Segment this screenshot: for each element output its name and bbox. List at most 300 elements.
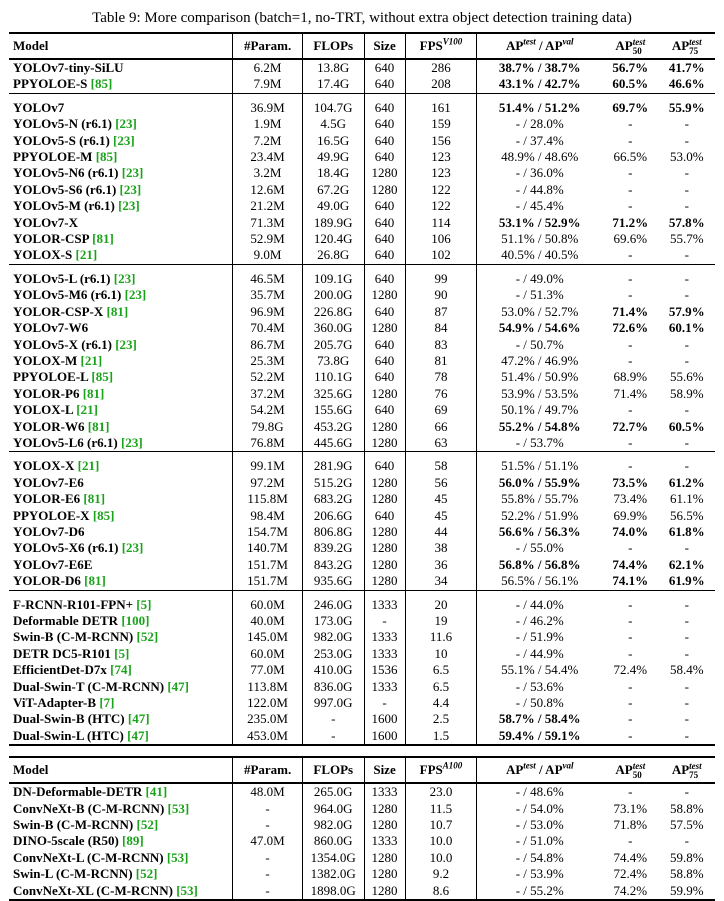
cell-flops [302, 728, 364, 745]
cell-ap50 [602, 711, 658, 727]
citation-link[interactable]: [21] [80, 352, 103, 368]
cell-ap-text: 53.9% / 53.5% [501, 385, 579, 401]
cell-flops [302, 801, 364, 817]
cell-size-text: 640 [374, 507, 395, 523]
cell-ap50 [602, 524, 658, 540]
cell-ap-text: 56.8% / 56.8% [498, 556, 581, 572]
cell-param [233, 866, 303, 882]
cell-fps-text: 156 [431, 132, 451, 148]
cell-size [364, 59, 405, 76]
cell-ap-text: - / 44.8% [515, 181, 564, 197]
cell-ap [477, 182, 602, 198]
cell-flops-text: 18.4G [317, 165, 350, 181]
cell-ap [477, 149, 602, 165]
cell-size-text: 1280 [371, 540, 398, 556]
cell-param-text: 70.4M [250, 320, 285, 336]
cell-ap [477, 116, 602, 132]
cell-ap50 [602, 182, 658, 198]
cell-size [364, 491, 405, 507]
cell-ap75 [659, 386, 715, 402]
cell-model [9, 304, 233, 320]
cell-ap [477, 198, 602, 214]
cell-ap75-text: - [684, 833, 689, 849]
cell-param [233, 491, 303, 507]
cell-model [9, 369, 233, 385]
cell-param [233, 231, 303, 247]
cell-ap50-text: - [628, 727, 633, 743]
cell-model [9, 783, 233, 800]
cell-model-text: YOLOv7-W6 [13, 320, 89, 336]
cell-ap [477, 337, 602, 353]
cell-param-text: 113.8M [247, 678, 288, 694]
citation-link[interactable]: [52] [136, 629, 159, 645]
header-flops-label: FLOPs [313, 38, 354, 53]
cell-param [233, 883, 303, 900]
citation-link[interactable]: [53] [176, 882, 198, 898]
cell-ap50 [602, 817, 658, 833]
cell-ap-text: - / 53.6% [515, 678, 564, 694]
cell-ap50-text: 71.8% [613, 817, 648, 833]
citation-link[interactable]: [81] [87, 418, 110, 434]
cell-flops-text: 1354.0G [310, 849, 356, 865]
citation-link[interactable]: [23] [115, 336, 137, 352]
cell-ap-text: 53.0% / 52.7% [501, 303, 579, 319]
citation-link[interactable]: [81] [82, 385, 105, 401]
cell-flops-text: 4.5G [320, 116, 347, 132]
cell-ap50 [602, 435, 658, 452]
table-row [9, 866, 715, 882]
cell-fps [405, 695, 477, 711]
citation-link[interactable]: [81] [106, 303, 129, 319]
cell-size [364, 573, 405, 590]
cell-ap-text: 56.5% / 56.1% [501, 573, 579, 589]
cell-ap-text: 55.8% / 55.7% [501, 491, 579, 507]
cell-ap75 [659, 271, 715, 287]
comparison-table-a100 [9, 756, 715, 901]
cell-flops-text: 806.8G [313, 523, 353, 539]
cell-ap75-text: 57.9% [668, 303, 705, 319]
cell-flops-text: 110.1G [314, 369, 353, 385]
cell-fps [405, 629, 477, 645]
table-row [9, 662, 715, 678]
cell-flops-text: 200.0G [313, 287, 353, 303]
cell-flops [302, 320, 364, 336]
citation-link[interactable]: [47] [127, 711, 150, 727]
cell-model [9, 320, 233, 336]
citation-link[interactable]: [100] [121, 613, 150, 628]
citation-link[interactable]: [23] [121, 165, 144, 181]
cell-flops [302, 116, 364, 132]
cell-param-text: 97.2M [250, 474, 285, 490]
cell-model [9, 182, 233, 198]
cell-param [233, 629, 303, 645]
cell-flops-text: 73.8G [317, 352, 350, 368]
cell-flops [302, 304, 364, 320]
cell-ap50 [602, 59, 658, 76]
cell-param [233, 817, 303, 833]
cell-model-text: Swin-B (C-M-RCNN) [13, 817, 134, 833]
cell-flops-text: 515.2G [313, 474, 353, 490]
cell-flops-text: 246.0G [313, 596, 353, 612]
cell-size-text: 1280 [371, 434, 398, 450]
cell-fps-text: 44 [434, 523, 448, 539]
cell-fps [405, 198, 477, 214]
cell-model-text: YOLOv5-S6 (r6.1) [13, 181, 117, 197]
citation-number: 47 [132, 711, 146, 727]
header2-model [9, 757, 233, 783]
cell-param [233, 247, 303, 264]
cell-ap75 [659, 116, 715, 132]
cell-param [233, 149, 303, 165]
citation-number: 85 [95, 369, 109, 385]
cell-size [364, 76, 405, 93]
cell-ap50-text: 71.4% [613, 385, 648, 401]
cell-flops [302, 215, 364, 231]
cell-size [364, 662, 405, 678]
cell-model-text: PPYOLOE-M [13, 149, 93, 165]
citation-link[interactable]: [21] [75, 247, 98, 263]
cell-ap-text: 51.5% / 51.1% [501, 458, 579, 474]
cell-model [9, 247, 233, 264]
citation-number: 53 [180, 882, 194, 898]
cell-size-text: 640 [374, 99, 395, 115]
citation-number: 23 [126, 165, 140, 181]
citation-number: 81 [92, 418, 106, 434]
citation-link[interactable]: [53] [167, 800, 190, 816]
citation-link[interactable]: [85] [92, 507, 115, 523]
citation-link[interactable]: [85] [90, 76, 113, 92]
cell-flops [302, 833, 364, 849]
table-body-a100 [9, 783, 715, 900]
cell-fps [405, 353, 477, 369]
table-row [9, 149, 715, 165]
cell-model-text: Deformable DETR [13, 613, 119, 628]
cell-param-text: 40.0M [250, 613, 285, 628]
citation-link[interactable]: [21] [76, 402, 98, 418]
cell-param-text: 145.0M [247, 629, 288, 645]
cell-ap50-text: - [628, 458, 633, 474]
cell-param [233, 573, 303, 590]
cell-fps [405, 231, 477, 247]
cell-model [9, 695, 233, 711]
cell-param-text: 12.6M [250, 181, 285, 197]
cell-fps-text: 76 [434, 385, 448, 401]
cell-fps [405, 679, 477, 695]
cell-ap-text: - / 51.0% [515, 833, 564, 849]
cell-ap50-text: - [628, 711, 633, 727]
header2-model-label: Model [13, 762, 49, 778]
header2-ap-val-sup: val [562, 760, 574, 771]
cell-model [9, 76, 233, 93]
cell-fps [405, 435, 477, 452]
cell-ap50 [602, 629, 658, 645]
cell-ap-text: - / 44.9% [515, 645, 564, 661]
table-row [9, 337, 715, 353]
table-row [9, 850, 715, 866]
cell-model-text: Dual-Swin-T (C-M-RCNN) [13, 678, 165, 694]
cell-param-text: 235.0M [247, 711, 288, 727]
cell-flops-text: 860.0G [313, 833, 353, 849]
citation-number: 23 [119, 116, 133, 132]
table-row [9, 182, 715, 198]
cell-ap-text: - / 45.4% [515, 198, 564, 214]
cell-size-text: 1280 [371, 320, 398, 336]
cell-fps [405, 801, 477, 817]
citation-link[interactable]: [23] [119, 181, 142, 197]
cell-model-text: PPYOLOE-S [13, 76, 88, 92]
cell-ap75 [659, 679, 715, 695]
cell-fps-text: 159 [431, 116, 451, 132]
header2-fps-label: FPS [419, 762, 443, 778]
cell-size-text: 640 [374, 352, 395, 368]
cell-ap50 [602, 458, 658, 474]
cell-size [364, 540, 405, 556]
cell-fps [405, 711, 477, 727]
cell-param [233, 524, 303, 540]
cell-flops [302, 149, 364, 165]
cell-ap50 [602, 850, 658, 866]
cell-ap50 [602, 231, 658, 247]
cell-ap-text: - / 51.9% [515, 629, 564, 645]
cell-flops [302, 271, 364, 287]
citation-link[interactable]: [7] [99, 695, 115, 711]
cell-ap [477, 833, 602, 849]
cell-fps-text: 56 [434, 474, 448, 490]
header2-size-label: Size [373, 762, 396, 778]
citation-number: 74 [114, 662, 128, 678]
cell-model-text: YOLOR-D6 [13, 573, 81, 589]
cell-ap-text: - / 53.7% [515, 434, 564, 450]
cell-size [364, 801, 405, 817]
citation-link[interactable]: [47] [127, 727, 149, 743]
cell-fps [405, 419, 477, 435]
cell-fps-text: 11.5 [429, 800, 453, 816]
cell-ap-text: 50.1% / 49.7% [501, 402, 579, 418]
cell-ap75-text: 60.5% [668, 418, 705, 434]
citation-link[interactable]: [5] [136, 596, 152, 612]
cell-ap [477, 783, 602, 800]
cell-param [233, 304, 303, 320]
cell-ap75-text: 61.9% [668, 573, 705, 589]
citation-link[interactable]: [89] [122, 833, 144, 849]
citation-link[interactable]: [85] [91, 369, 114, 385]
citation-number: 81 [110, 303, 124, 319]
citation-link[interactable]: [5] [114, 645, 130, 661]
cell-ap75 [659, 475, 715, 491]
header-row [9, 33, 715, 59]
cell-size-text: 1280 [371, 181, 398, 197]
citation-link[interactable]: [81] [83, 491, 106, 507]
citation-link[interactable]: [23] [118, 198, 140, 214]
cell-model-text: ConvNeXt-XL (C-M-RCNN) [13, 882, 173, 898]
cell-ap-text: - / 49.0% [515, 270, 564, 286]
cell-flops [302, 369, 364, 385]
table-caption: Table 9: More comparison (batch=1, no-TRT, without extra object detection training data) [92, 10, 632, 26]
cell-ap50 [602, 337, 658, 353]
cell-flops [302, 76, 364, 93]
cell-ap75-text: 57.5% [669, 817, 704, 833]
cell-fps-text: 23.0 [429, 784, 453, 800]
cell-ap [477, 369, 602, 385]
header2-param-label: #Param. [243, 762, 292, 778]
cell-ap [477, 662, 602, 678]
citation-number: 23 [126, 540, 140, 556]
cell-ap [477, 231, 602, 247]
cell-ap75-text: - [684, 629, 689, 645]
header2-ap75-sup: test [689, 761, 702, 772]
cell-fps [405, 287, 477, 303]
cell-model [9, 215, 233, 231]
cell-model [9, 419, 233, 435]
citation-link[interactable]: [52] [136, 817, 159, 833]
citation-link[interactable]: [41] [145, 784, 168, 800]
table-row [9, 711, 715, 727]
cell-model [9, 833, 233, 849]
citation-link[interactable]: [53] [166, 849, 189, 865]
header-fps-label: FPS [419, 38, 443, 53]
cell-model [9, 883, 233, 900]
citation-link[interactable]: [74] [110, 662, 132, 678]
cell-ap50 [602, 271, 658, 287]
cell-ap50-text: - [628, 678, 633, 694]
cell-ap-text: - / 46.2% [515, 613, 564, 628]
cell-flops-text: 173.0G [313, 613, 353, 628]
cell-ap50 [602, 508, 658, 524]
cell-ap75 [659, 646, 715, 662]
cell-ap-text: 47.2% / 46.9% [501, 352, 579, 368]
header2-param [233, 757, 303, 783]
cell-flops-text: 67.2G [317, 181, 350, 197]
cell-ap50 [602, 866, 658, 882]
cell-model-text: Swin-L (C-M-RCNN) [13, 866, 133, 882]
citation-link[interactable]: [81] [92, 231, 114, 247]
cell-ap50-text: - [628, 613, 633, 628]
cell-ap75-text: 58.8% [669, 800, 704, 816]
cell-ap75-text: - [684, 784, 689, 800]
cell-fps-text: 78 [434, 369, 448, 385]
cell-size-text: 1333 [371, 784, 398, 800]
cell-size [364, 133, 405, 149]
cell-ap [477, 419, 602, 435]
table-row [9, 508, 715, 524]
cell-flops-text: 189.9G [313, 214, 353, 230]
cell-flops [302, 287, 364, 303]
cell-size [364, 711, 405, 727]
citation-link[interactable]: [85] [95, 149, 118, 165]
cell-param-text: 46.5M [250, 270, 285, 286]
table-row [9, 646, 715, 662]
cell-model-text: YOLOv7-E6 [13, 474, 84, 490]
cell-fps [405, 247, 477, 264]
cell-ap75-text: - [684, 352, 689, 368]
cell-fps [405, 508, 477, 524]
cell-ap75 [659, 783, 715, 800]
cell-fps [405, 320, 477, 336]
cell-ap50-text: 74.4% [612, 556, 649, 572]
cell-model [9, 801, 233, 817]
cell-param-text: 115.8M [247, 491, 288, 507]
cell-fps-text: 58 [434, 458, 448, 474]
cell-flops [302, 475, 364, 491]
citation-link[interactable]: [23] [124, 287, 147, 303]
cell-fps-text: 83 [434, 336, 448, 352]
cell-ap [477, 59, 602, 76]
cell-flops-text: 453.2G [313, 418, 353, 434]
cell-ap50-text: 56.7% [612, 60, 649, 75]
cell-ap-text: - / 55.2% [515, 882, 564, 898]
cell-model-text: YOLOv5-M6 (r6.1) [13, 287, 122, 303]
cell-ap75 [659, 353, 715, 369]
citation-link[interactable]: [23] [113, 270, 136, 286]
cell-ap50-text: 72.4% [613, 662, 648, 678]
citation-link[interactable]: [23] [121, 540, 144, 556]
citation-link[interactable]: [21] [77, 458, 100, 474]
cell-size-text: 640 [374, 214, 395, 230]
citation-link[interactable]: [81] [84, 573, 106, 589]
cell-ap [477, 728, 602, 745]
cell-ap [477, 801, 602, 817]
cell-ap50-text: - [628, 833, 633, 849]
citation-number: 52 [140, 629, 154, 645]
cell-flops [302, 419, 364, 435]
cell-ap50-text: - [628, 784, 633, 800]
citation-link[interactable]: [23] [120, 434, 143, 450]
cell-ap50-text: 69.9% [613, 507, 648, 523]
cell-ap [477, 695, 602, 711]
cell-fps [405, 458, 477, 474]
table-row [9, 231, 715, 247]
cell-ap [477, 491, 602, 507]
cell-ap75 [659, 59, 715, 76]
cell-ap75 [659, 198, 715, 214]
cell-ap75 [659, 597, 715, 613]
cell-ap50-text: 60.5% [612, 76, 649, 92]
cell-size [364, 557, 405, 573]
citation-number: 23 [118, 270, 132, 286]
cell-size [364, 100, 405, 116]
cell-ap50 [602, 386, 658, 402]
cell-ap50 [602, 215, 658, 231]
cell-ap75-text: 61.1% [669, 491, 704, 507]
citation-link[interactable]: [52] [135, 866, 158, 882]
table-row [9, 557, 715, 573]
cell-ap50 [602, 597, 658, 613]
cell-size [364, 149, 405, 165]
cell-size [364, 320, 405, 336]
citation-number: 52 [140, 866, 154, 882]
citation-number: 85 [95, 76, 108, 92]
citation-link[interactable]: [23] [113, 132, 135, 148]
cell-param [233, 165, 303, 181]
cell-param-text: 140.7M [247, 540, 288, 556]
cell-model [9, 402, 233, 418]
header2-ap [477, 757, 602, 783]
cell-fps [405, 475, 477, 491]
cell-size [364, 728, 405, 745]
cell-size-text: 1280 [371, 418, 398, 434]
citation-link[interactable]: [47] [167, 678, 189, 694]
cell-flops-text: 360.0G [313, 320, 353, 336]
cell-fps [405, 491, 477, 507]
cell-ap75-text: - [684, 458, 689, 474]
citation-link[interactable]: [23] [115, 116, 137, 132]
cell-ap50 [602, 573, 658, 590]
cell-model-text: DN-Deformable-DETR [13, 784, 143, 800]
cell-flops-text: 13.8G [317, 60, 350, 75]
cell-flops [302, 100, 364, 116]
citation-number: 23 [117, 132, 131, 148]
cell-flops-text: 935.6G [313, 573, 353, 589]
